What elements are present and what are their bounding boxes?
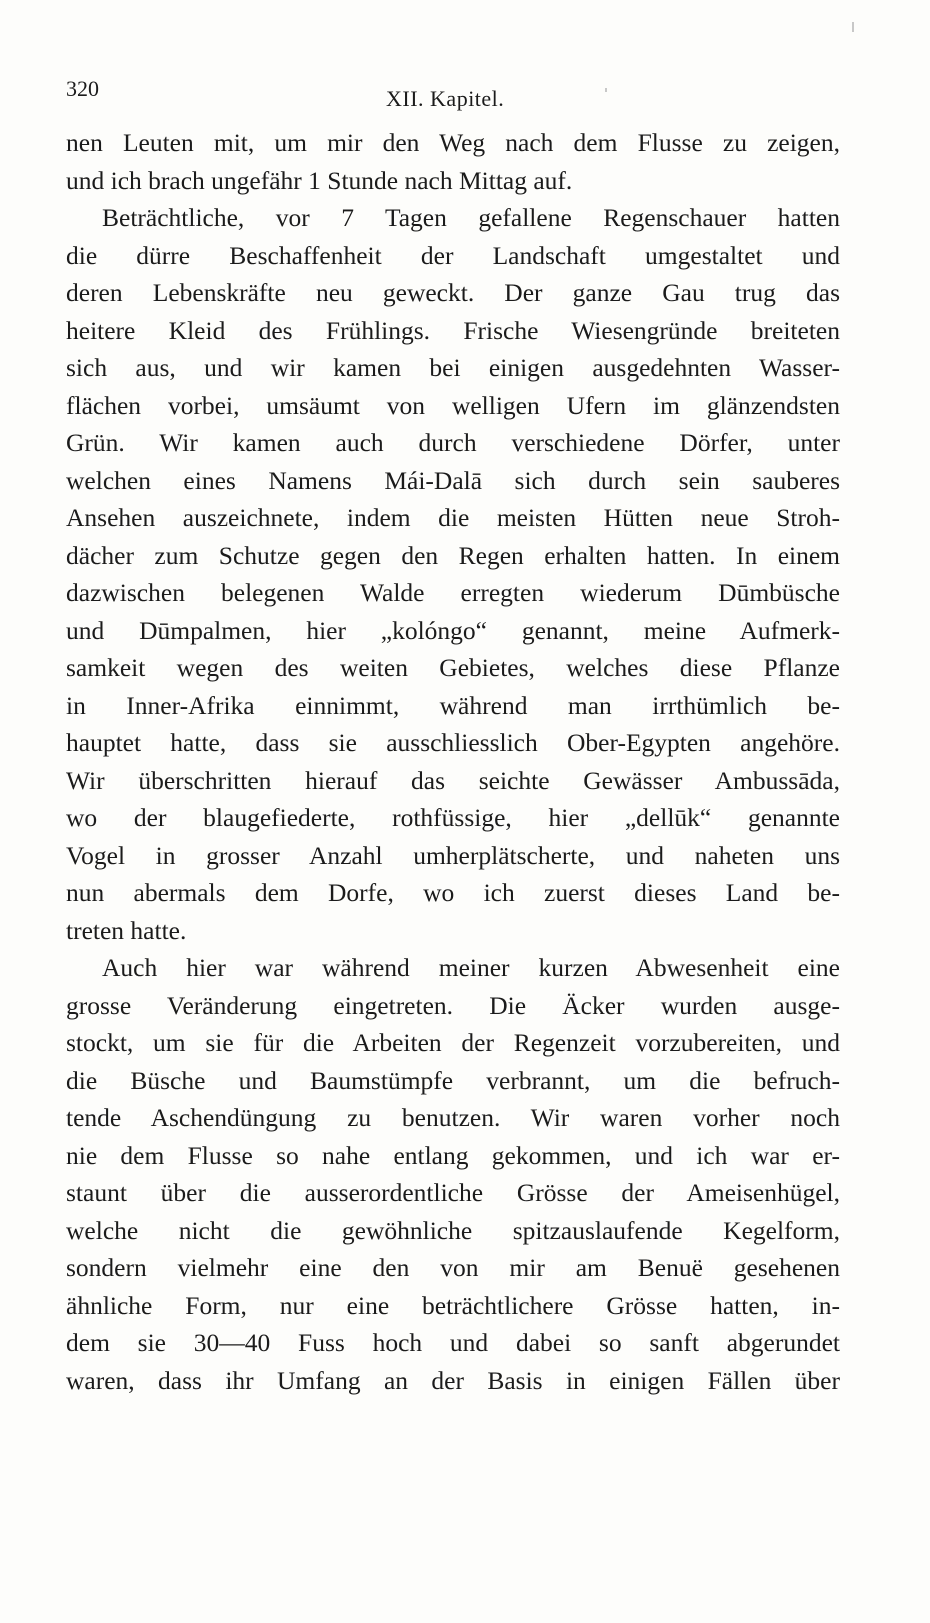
text-line: wo der blaugefiederte, rothfüssige, hier „dellūk“ genannte [66, 803, 840, 832]
text-line: tende Aschendüngung zu benutzen. Wir waren vorher noch [66, 1103, 840, 1132]
text-line: Ansehen auszeichnete, indem die meisten Hütten neue Stroh- [66, 503, 840, 532]
text-line: Auch hier war während meiner kurzen Abwesenheit eine [102, 953, 840, 982]
text-line: stockt, um sie für die Arbeiten der Regenzeit vorzubereiten, und [66, 1028, 840, 1057]
text-line: und ich brach ungefähr 1 Stunde nach Mittag auf. [66, 165, 573, 195]
body-text [66, 124, 840, 1399]
running-head: XII. Kapitel. [386, 86, 505, 111]
paragraph [66, 949, 840, 1399]
text-line: flächen vorbei, umsäumt von welligen Ufern im glänzendsten [66, 390, 840, 420]
text-line: staunt über die ausserordentliche Grösse der Ameisenhügel, [66, 1178, 840, 1207]
text-line: grosse Veränderung eingetreten. Die Äcker wurden ausge- [66, 990, 840, 1020]
paragraph [66, 124, 840, 199]
page-header [66, 64, 836, 111]
text-line: Wir überschritten hierauf das seichte Gewässer Ambussāda, [66, 765, 840, 795]
text-line: Grün. Wir kamen auch durch verschiedene Dörfer, unter [66, 428, 840, 457]
text-line: nie dem Flusse so nahe entlang gekommen, und ich war er- [66, 1140, 840, 1170]
text-line: heitere Kleid des Frühlings. Frische Wiesengründe breiteten [66, 315, 840, 345]
text-line: Beträchtliche, vor 7 Tagen gefallene Regenschauer hatten [102, 203, 840, 232]
text-line: welche nicht die gewöhnliche spitzauslaufende Kegelform, [66, 1215, 840, 1245]
text-line: ähnliche Form, nur eine beträchtlichere Grösse hatten, in- [66, 1290, 840, 1320]
paragraph [66, 199, 840, 949]
text-line: sich aus, und wir kamen bei einigen ausgedehnten Wasser- [66, 353, 840, 382]
text-line: sondern vielmehr eine den von mir am Benuë gesehenen [66, 1253, 840, 1282]
page-number: 320 [66, 76, 99, 101]
text-line: nen Leuten mit, um mir den Weg nach dem Flusse zu zeigen, [66, 128, 840, 157]
text-line: Vogel in grosser Anzahl umherplätscherte, und naheten uns [66, 840, 840, 870]
text-line: die dürre Beschaffenheit der Landschaft umgestaltet und [66, 240, 840, 270]
text-line: dem sie 30—40 Fuss hoch und dabei so sanft abgerundet [66, 1328, 840, 1357]
text-line: treten hatte. [66, 915, 187, 945]
scan-speck [852, 22, 854, 32]
text-line: in Inner-Afrika einnimmt, während man irrthümlich be- [66, 690, 840, 720]
text-line: welchen eines Namens Mái-Dalā sich durch sein sauberes [66, 465, 840, 495]
text-line: die Büsche und Baumstümpfe verbrannt, um die befruch- [66, 1065, 840, 1095]
text-line: hauptet hatte, dass sie ausschliesslich Ober-Egypten angehöre. [66, 728, 840, 757]
text-line: nun abermals dem Dorfe, wo ich zuerst dieses Land be- [66, 878, 840, 907]
text-line: waren, dass ihr Umfang an der Basis in einigen Fällen über [66, 1365, 840, 1395]
text-line: samkeit wegen des weiten Gebietes, welches diese Pflanze [66, 653, 840, 682]
text-line: und Dūmpalmen, hier „kolóngo“ genannt, meine Aufmerk- [66, 615, 840, 645]
text-line: deren Lebenskräfte neu geweckt. Der ganze Gau trug das [66, 278, 840, 307]
text-line: dächer zum Schutze gegen den Regen erhalten hatten. In einem [66, 540, 840, 570]
text-line: dazwischen belegenen Walde erregten wiederum Dūmbüsche [66, 578, 840, 607]
